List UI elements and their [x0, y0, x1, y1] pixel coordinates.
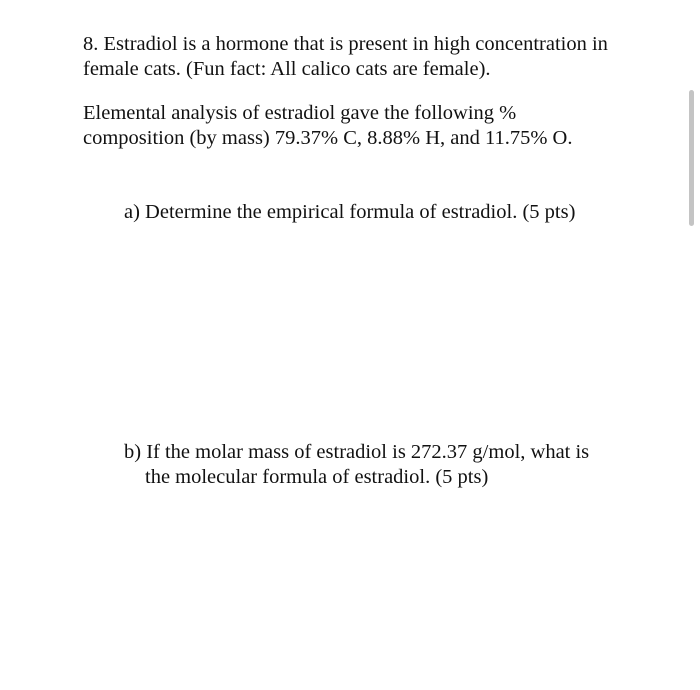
composition-line-2: composition (by mass) 79.37% C, 8.88% H, and 11.75% O. — [83, 127, 573, 149]
composition-line-1: Elemental analysis of estradiol gave the following % — [83, 102, 517, 124]
question-intro-line-2: female cats. (Fun fact: All calico cats are female). — [83, 58, 491, 80]
part-b-prompt-line-2: the molecular formula of estradiol. (5 pts) — [145, 466, 489, 488]
part-b-prompt-line-1: b) If the molar mass of estradiol is 272.37 g/mol, what is — [124, 441, 590, 463]
part-a-prompt: a) Determine the empirical formula of estradiol. (5 pts) — [124, 201, 576, 223]
question-intro-line-1: 8. Estradiol is a hormone that is present in high concentration in — [83, 33, 608, 55]
vertical-scrollbar[interactable] — [689, 90, 694, 226]
